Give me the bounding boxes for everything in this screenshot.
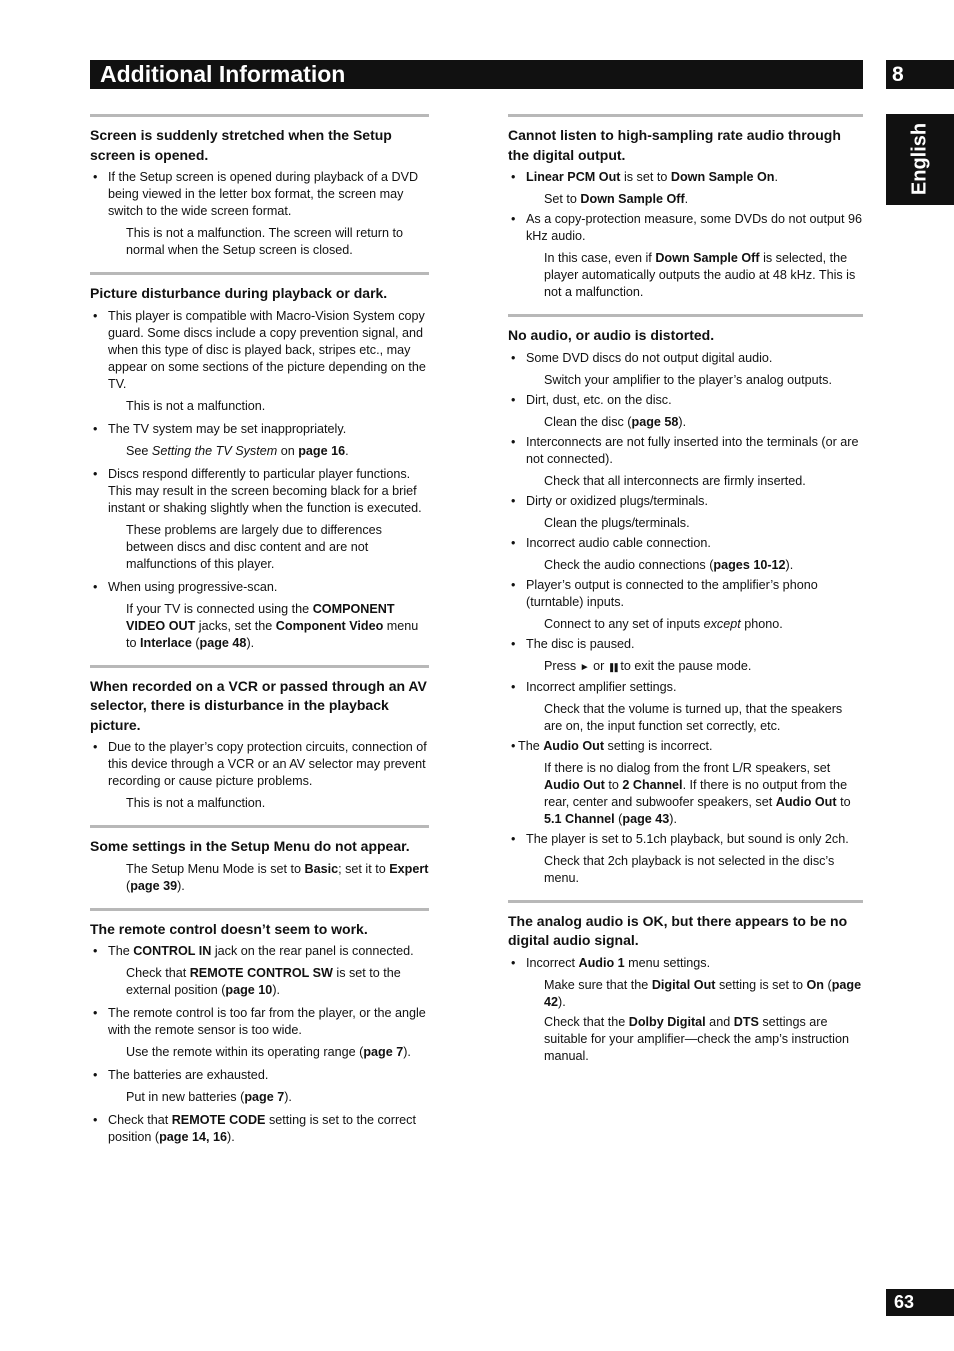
solution-note: Switch your amplifier to the player’s analog outputs. [544, 372, 832, 387]
chapter-header-bar [90, 60, 863, 89]
solution-note: Make sure that the Digital Out setting is set to On (page 42). [544, 977, 862, 1009]
section-screen-stretched [90, 114, 429, 259]
list-item: • Dirt, dust, etc. on the disc. [508, 392, 863, 409]
solution-note: Put in new batteries (page 7). [126, 1090, 292, 1104]
list-item: • Due to the player’s copy protection circuits, connection of this device through a VCR or an AV selector may prevent recording or cause picture problems. [90, 739, 429, 790]
solution-note: Clean the disc (page 58). [544, 414, 687, 429]
chapter-number-tab [886, 60, 954, 89]
solution-note: Check the audio connections (pages 10-12). [544, 557, 794, 572]
list-item: • Player’s output is connected to the amplifier’s phono (turntable) inputs. [508, 577, 863, 611]
solution-note: This is not a malfunction. [126, 796, 266, 810]
section-no-digital-audio [508, 900, 863, 1065]
solution-note: Check that REMOTE CONTROL SW is set to the external position (page 10). [126, 966, 401, 997]
list-item: • The TV system may be set inappropriately. [90, 421, 429, 438]
solution-note: See Setting the TV System on page 16. [126, 443, 349, 458]
section-title: Some settings in the Setup Menu do not appear. [90, 838, 410, 854]
left-column [90, 114, 429, 1159]
solution-note: Check that all interconnects are firmly inserted. [544, 473, 806, 488]
solution-note: This is not a malfunction. The screen will return to normal when the Setup screen is closed. [126, 226, 403, 257]
play-icon: ► [579, 661, 590, 673]
section-picture-disturbance [90, 272, 429, 652]
solution-note: Clean the plugs/terminals. [544, 515, 690, 530]
list-item: • The Audio Out setting is incorrect. [508, 738, 863, 755]
list-item: • Incorrect amplifier settings. [508, 679, 863, 696]
list-item: • The CONTROL IN jack on the rear panel is connected. [90, 943, 429, 960]
list-item: • Incorrect audio cable connection. [508, 535, 863, 552]
solution-note: Connect to any set of inputs except phono. [544, 616, 783, 631]
list-item: • Incorrect Audio 1 menu settings. [508, 955, 863, 972]
solution-note: Set to Down Sample Off. [544, 192, 689, 206]
list-item: • Check that REMOTE CODE setting is set to the correct position (page 14, 16). [90, 1112, 429, 1146]
section-setup-menu [90, 825, 429, 895]
list-item: • The remote control is too far from the player, or the angle with the remote sensor is too wide. [90, 1005, 429, 1039]
page-title: Additional Information [100, 61, 346, 87]
solution-note: Check that 2ch playback is not selected in the disc’s menu. [544, 853, 835, 885]
section-title: Picture disturbance during playback or dark. [90, 285, 388, 301]
section-high-sampling [508, 114, 863, 301]
list-item: • This player is compatible with Macro-Vision System copy guard. Some discs include a copy prevention signal, and when this type of disc is played back, stripes etc., may appear on some sections of the picture depending on the TV. [90, 308, 429, 393]
solution-note: The Setup Menu Mode is set to Basic; set it to Expert (page 39). [126, 861, 429, 893]
language-label: English [908, 122, 931, 196]
section-title: The remote control doesn’t seem to work. [90, 920, 368, 937]
list-item: • Dirty or oxidized plugs/terminals. [508, 493, 863, 510]
list-item: • The batteries are exhausted. [90, 1067, 429, 1084]
section-title: When recorded on a VCR or passed through an AV selector, there is disturbance in the playback picture. [90, 677, 427, 733]
list-item: • Interconnects are not fully inserted into the terminals (or are not connected). [508, 434, 863, 468]
solution-note: Use the remote within its operating range (page 7). [126, 1045, 411, 1059]
language-tab [886, 114, 954, 205]
solution-note: If your TV is connected using the COMPONENT VIDEO OUT jacks, set the Component Video menu to Interlace (page 48). [126, 601, 419, 650]
page-number-box [886, 1289, 954, 1316]
list-item: • As a copy-protection measure, some DVDs do not output 96 kHz audio. [508, 211, 863, 245]
section-vcr-disturbance [90, 665, 429, 813]
list-item: • Discs respond differently to particular player functions. This may result in the screen becoming black for a brief instant or shaking slightly when the function is executed. [90, 466, 429, 517]
list-item: • The disc is paused. [508, 636, 863, 653]
section-title: No audio, or audio is distorted. [508, 327, 715, 343]
solution-note: In this case, even if Down Sample Off is selected, the player automatically outputs the audio at 48 kHz. This is not a malfunction. [544, 251, 856, 299]
list-item: • Some DVD discs do not output digital audio. [508, 350, 863, 367]
solution-note: These problems are largely due to differences between discs and disc content and are not malfunctions of this player. [126, 522, 382, 571]
section-no-audio [508, 314, 863, 887]
solution-note: Check that the volume is turned up, that the speakers are on, the input function set correctly, etc. [544, 701, 843, 733]
solution-note: Check that the Dolby Digital and DTS settings are suitable for your amplifier—check the amp’s instruction manual. [544, 1014, 849, 1063]
solution-note: If there is no dialog from the front L/R speakers, set Audio Out to 2 Channel. If there is no output from the rear, center and subwoofer speakers, set Audio Out to 5.1 Channel (page 43). [544, 760, 851, 826]
section-title: The analog audio is OK, but there appears to be no digital audio signal. [508, 912, 848, 948]
section-remote-control [90, 908, 429, 1147]
list-item: • Linear PCM Out is set to Down Sample On. [508, 169, 863, 186]
pause-icon: ❚❚ [607, 661, 617, 672]
list-item: • If the Setup screen is opened during playback of a DVD being viewed in the letter box format, the screen may switch to the wide screen format. [90, 169, 429, 220]
page-number: 63 [894, 1292, 915, 1312]
right-column [508, 114, 863, 1078]
section-title: Cannot listen to high-sampling rate audio through the digital output. [508, 127, 841, 163]
list-item: • When using progressive-scan. [90, 579, 429, 596]
section-title: Screen is suddenly stretched when the Setup screen is opened. [90, 127, 392, 163]
list-item: • The player is set to 5.1ch playback, but sound is only 2ch. [508, 831, 863, 848]
solution-note: This is not a malfunction. [126, 398, 266, 413]
chapter-number: 8 [892, 63, 904, 86]
solution-note: Press ► or ❚❚ to exit the pause mode. [544, 658, 752, 673]
